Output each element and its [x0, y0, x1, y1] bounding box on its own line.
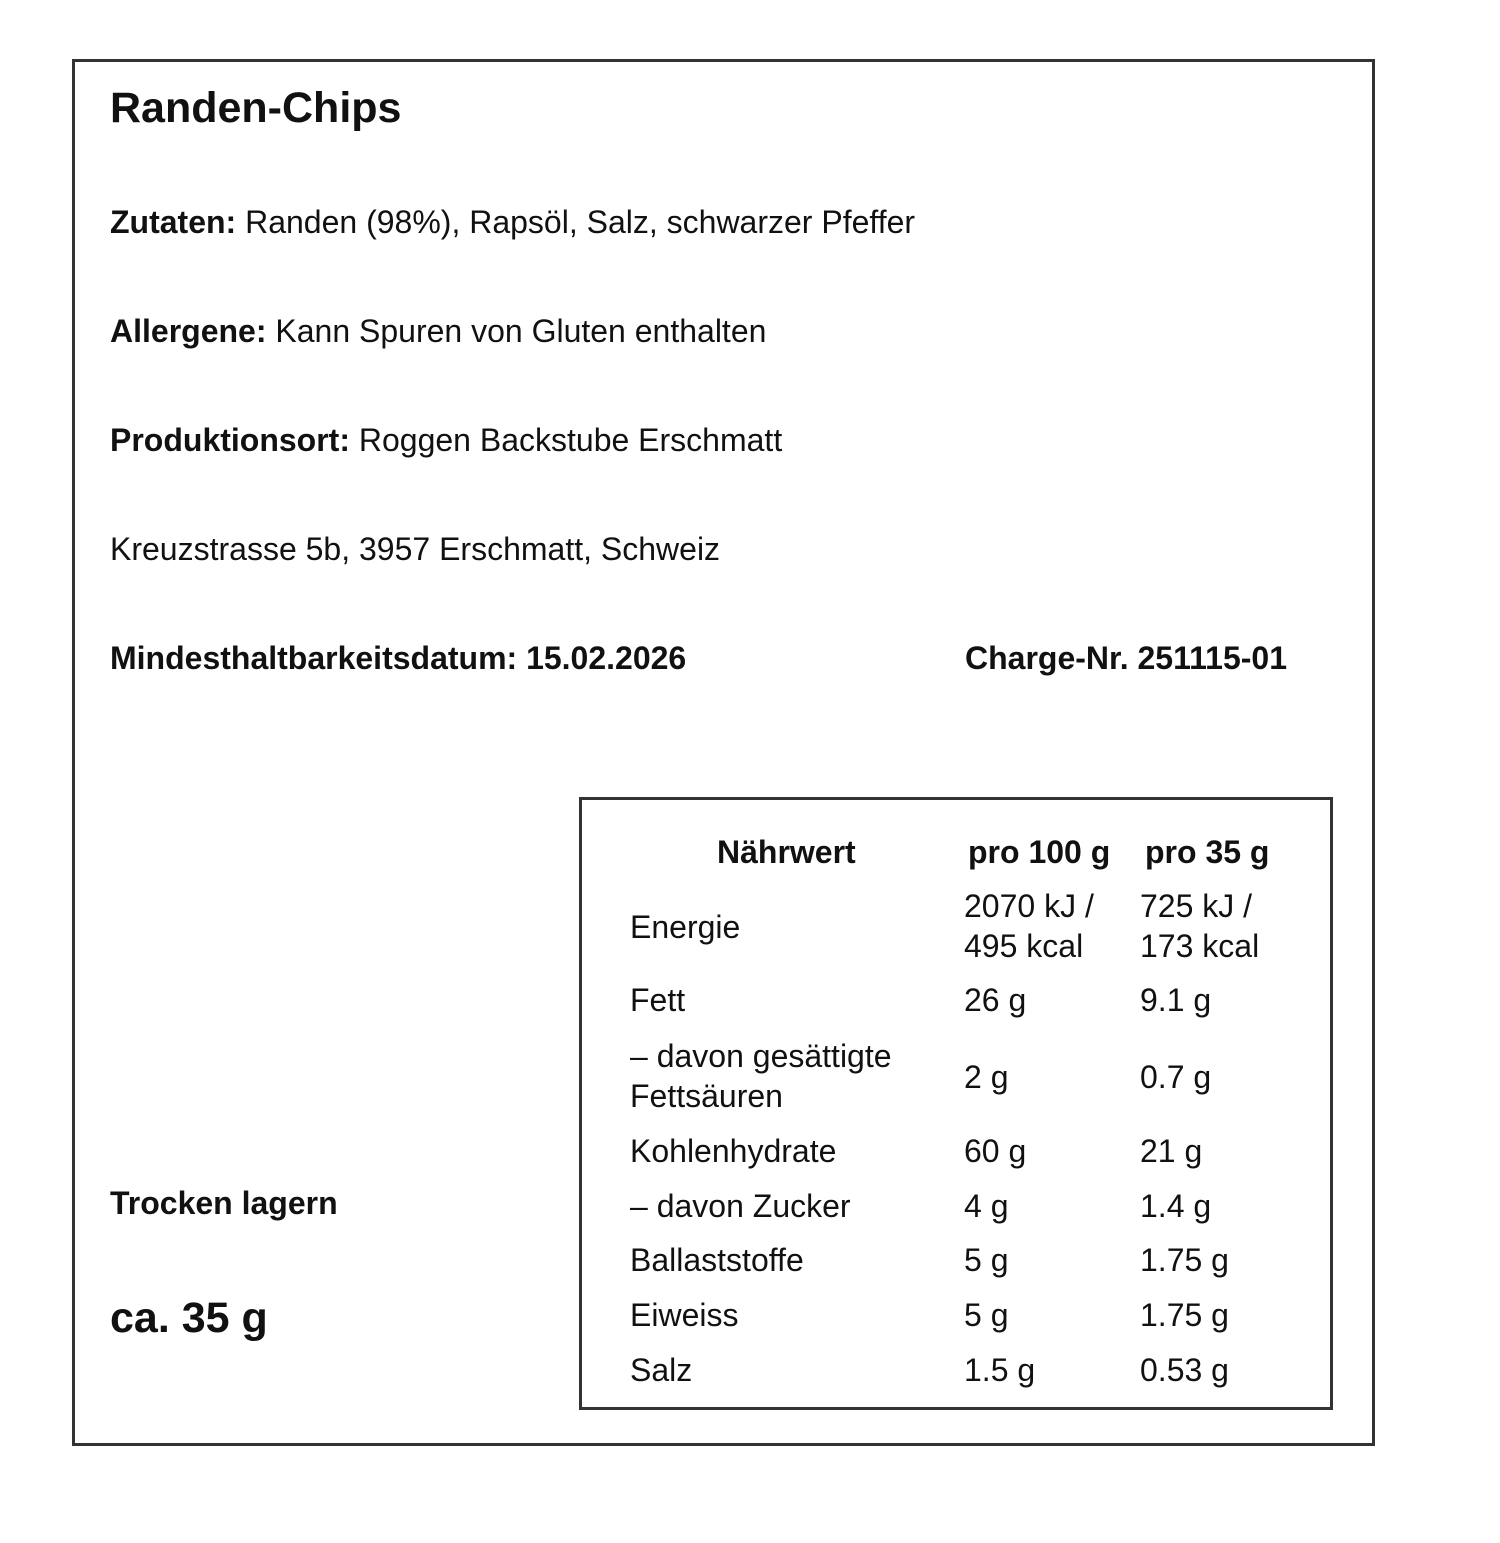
nutrition-row-per35: 1.75 g — [1140, 1297, 1229, 1333]
nutrition-row-per100: 60 g — [964, 1133, 1027, 1169]
allergens-label: Allergene: — [110, 313, 267, 349]
nutrition-row-per100: 2070 kJ / — [964, 888, 1094, 924]
nutrition-row-name: Fettsäuren — [630, 1078, 783, 1114]
ingredients-value: Randen (98%), Rapsöl, Salz, schwarzer Pfeffer — [236, 204, 916, 240]
nutrition-header-per-100g: pro 100 g — [968, 834, 1111, 870]
storage-instruction: Trocken lagern — [110, 1185, 338, 1221]
nutrition-row-per100: 5 g — [964, 1242, 1009, 1278]
nutrition-row-per100: 2 g — [964, 1059, 1009, 1095]
nutrition-row-per100: 26 g — [964, 982, 1027, 1018]
allergens-value: Kann Spuren von Gluten enthalten — [266, 313, 767, 349]
production-value: Roggen Backstube Erschmatt — [349, 422, 783, 458]
nutrition-row-per35: 21 g — [1140, 1133, 1203, 1169]
address-line: Kreuzstrasse 5b, 3957 Erschmatt, Schweiz — [110, 531, 721, 567]
nutrition-row-name: Fett — [630, 982, 686, 1018]
nutrition-table — [579, 797, 1333, 1410]
nutrition-row-per100: 1.5 g — [964, 1352, 1036, 1388]
nutrition-row-name: – davon gesättigte — [630, 1038, 892, 1074]
production-label: Produktionsort: — [110, 422, 350, 458]
allergens-line — [110, 312, 766, 350]
best-before-date: Mindesthaltbarkeitsdatum: 15.02.2026 — [110, 640, 687, 676]
production-line — [110, 421, 782, 459]
nutrition-row-per35: 725 kJ / — [1140, 888, 1253, 924]
nutrition-row-per35: 1.4 g — [1140, 1188, 1212, 1224]
nutrition-row-per35: 0.53 g — [1140, 1352, 1229, 1388]
nutrition-row-name: Salz — [630, 1352, 693, 1388]
ingredients-line — [110, 203, 915, 241]
nutrition-row-per35: 9.1 g — [1140, 982, 1212, 1018]
nutrition-row-per100: 4 g — [964, 1188, 1009, 1224]
nutrition-row-per35: 173 kcal — [1140, 928, 1260, 964]
nutrition-header-nutrient: Nährwert — [717, 834, 856, 870]
nutrition-row-name: Eiweiss — [630, 1297, 739, 1333]
nutrition-row-per100: 5 g — [964, 1297, 1009, 1333]
net-weight: ca. 35 g — [110, 1294, 268, 1342]
ingredients-label: Zutaten: — [110, 204, 237, 240]
nutrition-header-per-35g: pro 35 g — [1145, 834, 1270, 870]
nutrition-row-name: – davon Zucker — [630, 1188, 851, 1224]
nutrition-row-per35: 1.75 g — [1140, 1242, 1229, 1278]
nutrition-row-name: Kohlenhydrate — [630, 1133, 837, 1169]
nutrition-row-name: Energie — [630, 909, 741, 945]
nutrition-row-name: Ballaststoffe — [630, 1242, 804, 1278]
nutrition-row-per100: 495 kcal — [964, 928, 1084, 964]
nutrition-row-per35: 0.7 g — [1140, 1059, 1212, 1095]
product-title: Randen-Chips — [110, 84, 402, 132]
batch-number: Charge-Nr. 251115-01 — [965, 640, 1287, 676]
